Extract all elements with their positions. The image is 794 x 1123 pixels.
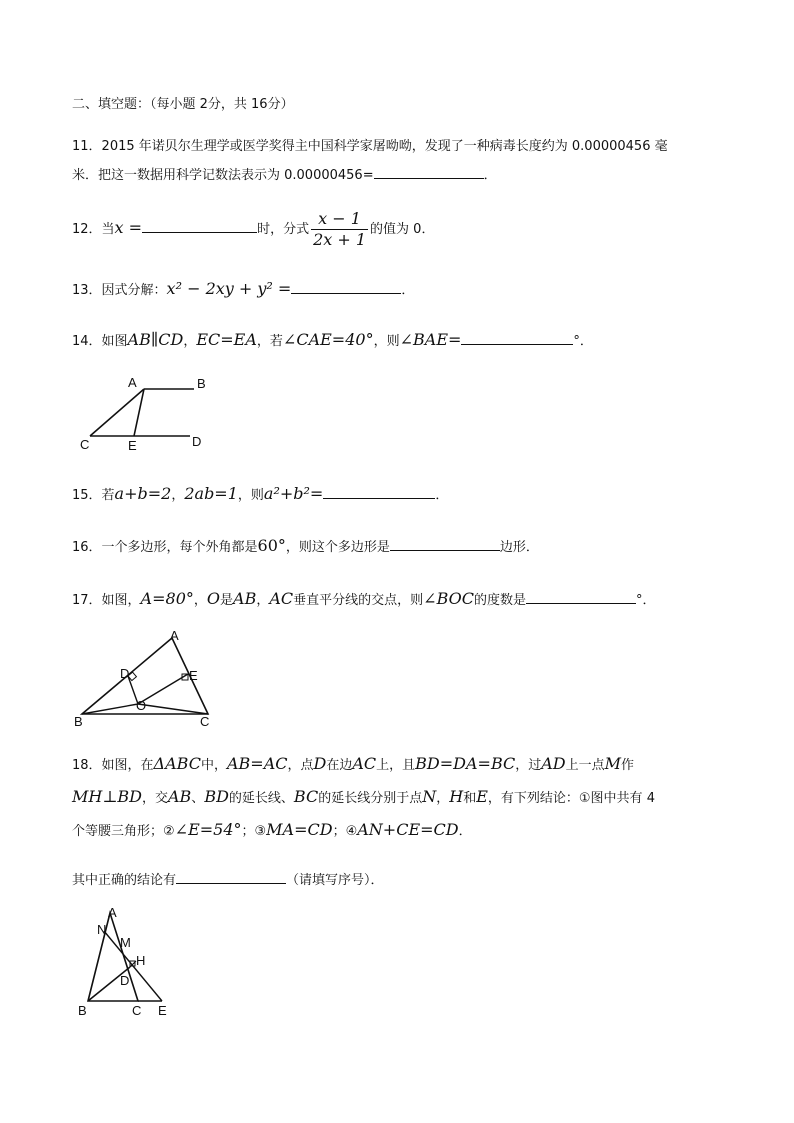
q18-l3-e: ∠E=54° [174,820,242,839]
q18-l4-b: （请填写序号）． [286,873,384,888]
q15-cond2: 2ab=1 [184,484,238,503]
q11-line1: 11．2015 年诺贝尔生理学或医学奖得主中国科学家屠呦呦，发现了一种病毒长度约为 0.00000456 毫 [72,139,668,154]
q16-angle: 60° [257,536,286,555]
q13-expr: x² − 2xy + y² = [166,279,292,298]
q18-l4-a: 其中正确的结论有 [72,873,177,888]
q17-comma2: ， [256,593,270,608]
q17-seg-ob [82,704,138,714]
q17-answer-blank[interactable] [526,589,636,604]
q18-l1-c: ，点 [287,758,314,773]
q12-suffix: 的值为 0． [370,222,435,237]
q18-l2-bc: BC [293,787,319,806]
q12-var: x = [114,218,143,237]
q17-seg2: AC [269,589,294,608]
q17-label-a: A [170,628,179,643]
q15-then: ，则 [237,488,264,503]
q18-label-n: N [97,922,107,937]
q17-label-b: B [74,714,83,728]
q12-denominator: 2x + 1 [313,230,367,249]
q18-l3-eq: MA=CD [266,820,333,839]
q18-l3-eq2: AN+CE=CD [357,820,459,839]
q18-answer-blank[interactable] [176,869,286,884]
q14-end: °． [573,334,593,349]
q18-l1-m: M [604,754,622,773]
q11-answer-blank[interactable] [374,164,484,179]
q18-l3-a: 个等腰三角形；② [72,824,175,839]
q14-label-d: D [192,434,202,449]
q11-end: ． [483,168,497,183]
q14-cond1: AB∥CD [127,330,184,349]
q17-label-o: O [136,698,147,713]
q18-line4 [72,869,384,891]
q18-label-h: H [136,953,146,968]
q15-comma: ， [171,488,185,503]
q15-prefix: 15．若 [72,488,115,503]
q18-l3-c: ；④ [332,824,358,839]
q14-mid: ，若 [256,334,283,349]
q12-line [72,203,434,253]
q13-line [72,279,414,301]
q12-numerator: x − 1 [311,209,368,230]
q18-figure [70,905,180,1020]
q16-answer-blank[interactable] [390,536,500,551]
q18-l1-d-point: D [313,754,327,773]
q18-l2-perp: MH⊥BD [72,787,142,806]
q18-l1-g: 上一点 [565,758,605,773]
q18-l2-e-point: E [476,787,488,806]
q17-point: O [206,589,221,608]
q17-is: 是 [220,593,234,608]
q13-end: ． [401,283,415,298]
q18-l1-b: 中， [200,758,227,773]
q18-l2-c: 的延长线、 [228,791,294,806]
q14-cond2: EC=EA [196,330,257,349]
q11-text: 米．把这一数据用科学记数法表示为 0.00000456= [72,168,374,183]
q18-l3-d: ． [458,824,472,839]
q18-l1-f: ，过 [515,758,542,773]
q18-l1-eq1: AB=AC [226,754,288,773]
q14-line [72,330,593,352]
q18-l2-h: H [449,787,464,806]
q18-l2-bd: BD [204,787,229,806]
q18-line1 [72,754,634,776]
q18-line3 [72,820,472,842]
q18-l1-h: 作 [621,758,635,773]
q14-angle: ∠CAE=40° [282,330,374,349]
q15-line [72,484,448,506]
q14-label-e: E [128,438,137,453]
q18-label-a: A [108,905,117,920]
q14-target: ∠BAE= [399,330,462,349]
q15-cond1: a+b=2 [114,484,172,503]
q14-then: ，则 [373,334,400,349]
q14-label-b: B [197,376,206,391]
q18-label-m: M [120,935,131,950]
q18-triangle-abc [88,913,138,1001]
section-title: 二、填空题：（每小题 2分，共 16分） [72,97,294,112]
q16-prefix: 16．一个多边形，每个外角都是 [72,540,258,555]
q14-answer-blank[interactable] [461,330,573,345]
q12-answer-blank[interactable] [142,218,257,233]
q17-comma: ， [193,593,207,608]
q18-l2-a: ，交 [141,791,168,806]
q18-label-c: C [132,1003,142,1018]
q18-label-e: E [158,1003,167,1018]
q16-mid: ，则这个多边形是 [285,540,390,555]
q17-prefix: 17．如图， [72,593,141,608]
q18-l1-eq2: BD=DA=BC [415,754,516,773]
q16-line [72,536,539,558]
q18-l2-d: 的延长线分别于点 [318,791,423,806]
q17-tail: 的度数是 [474,593,527,608]
q18-l1-e: 上，且 [376,758,416,773]
q17-seg-oc [138,704,208,714]
q18-l1-a: 18．如图，在 [72,758,154,773]
q14-figure [76,372,216,454]
q17-target: ∠BOC [423,589,474,608]
q17-end: °． [636,593,656,608]
q18-l2-ab: AB [167,787,192,806]
q18-l2-n: N [422,787,437,806]
q14-label-c: C [80,437,90,452]
q17-seg1: AB [233,589,257,608]
q17-mid: 垂直平分线的交点，则 [293,593,424,608]
q18-l2-e: ， [436,791,450,806]
q18-l2-f: 和 [463,791,477,806]
q17-figure [72,628,232,728]
q18-l2-b: 、 [191,791,205,806]
q18-l1-ac: AC [352,754,377,773]
q18-l2-g: ，有下列结论：①图中共有 4 [487,791,655,806]
q13-answer-blank[interactable] [291,279,401,294]
q15-answer-blank[interactable] [323,484,435,499]
q12-fraction [311,209,368,250]
q18-l1-d: 在边 [326,758,353,773]
q12-mid: 时，分式 [257,222,310,237]
q14-prefix: 14．如图 [72,334,128,349]
q13-prefix: 13．因式分解： [72,283,167,298]
q18-l1-ad: AD [541,754,566,773]
q18-line2 [72,787,655,809]
q15-target: a²+b²= [263,484,324,503]
q17-label-d: D [120,666,130,681]
q17-label-c: C [200,714,210,728]
q16-end: 边形． [499,540,539,555]
q14-comma: ， [183,334,197,349]
q18-l1-tri: ΔABC [153,754,201,773]
q17-line [72,589,656,611]
q17-cond1: A=80° [140,589,194,608]
q12-prefix: 12．当 [72,222,115,237]
q17-label-e: E [189,668,198,683]
q18-label-d: D [120,973,130,988]
q11-line2 [72,164,497,186]
q15-end: ． [435,488,449,503]
q18-label-b: B [78,1003,87,1018]
q14-label-a: A [128,375,137,390]
q18-l3-b: ；③ [241,824,267,839]
